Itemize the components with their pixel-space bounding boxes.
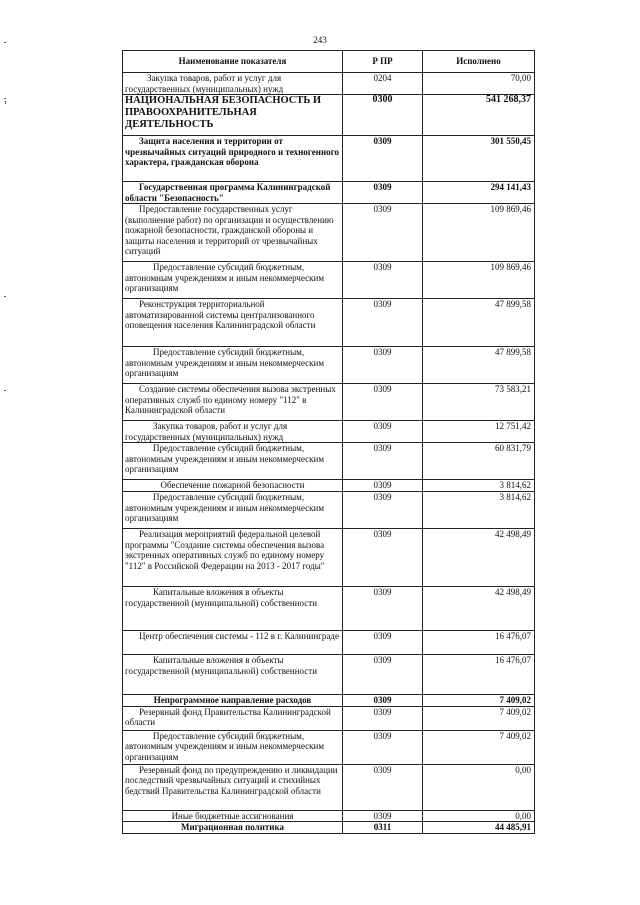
header-name: Наименование показателя	[123, 51, 343, 73]
row-code: 0300	[343, 95, 423, 136]
row-name: Центр обеспечения системы - 112 в г. Калининграде	[123, 631, 343, 655]
row-amount: 0,00	[423, 810, 535, 822]
page-number: 243	[313, 35, 327, 45]
table-row	[123, 655, 535, 695]
row-name: Закупка товаров, работ и услуг для государственных (муниципальных) нужд	[123, 421, 343, 443]
row-amount: 3 814,62	[423, 492, 535, 529]
table-row	[123, 73, 535, 95]
row-amount: 70,00	[423, 73, 535, 95]
table-row	[123, 204, 535, 262]
table-row	[123, 631, 535, 655]
row-name: Реализация мероприятий федеральной целевой программы "Создание системы обеспечения вызова экстренных оперативных служб по единому номеру "112" в Российской Федерации на 2013 - 2017 годы"	[123, 529, 343, 587]
row-code: 0309	[343, 136, 423, 182]
row-name: Предоставление субсидий бюджетным, автономным учреждениям и иным некоммерческим организациям	[123, 347, 343, 384]
row-code: 0309	[343, 347, 423, 384]
row-code: 0204	[343, 73, 423, 95]
row-code: 0309	[343, 764, 423, 810]
table-row	[123, 443, 535, 480]
table-row	[123, 136, 535, 182]
table-row	[123, 822, 535, 834]
row-code: 0309	[343, 384, 423, 421]
table-row	[123, 95, 535, 136]
row-amount: 7 409,02	[423, 730, 535, 764]
row-code: 0309	[343, 695, 423, 707]
table-row	[123, 587, 535, 631]
row-name: Предоставление субсидий бюджетным, автономным учреждениям и иным некоммерческим организациям	[123, 492, 343, 529]
row-name: Защита населения и территории от чрезвычайных ситуаций природного и техногенного характера, гражданская оборона	[123, 136, 343, 182]
scan-margin-mark	[4, 42, 6, 43]
row-name: Закупка товаров, работ и услуг для государственных (муниципальных) нужд	[123, 73, 343, 95]
table-row	[123, 480, 535, 492]
row-name: Резервный фонд Правительства Калининградской области	[123, 706, 343, 730]
table-row	[123, 529, 535, 587]
table-row	[123, 695, 535, 707]
row-code: 0309	[343, 529, 423, 587]
row-code: 0309	[343, 655, 423, 695]
row-code: 0309	[343, 706, 423, 730]
row-amount: 109 869,46	[423, 262, 535, 299]
row-code: 0309	[343, 262, 423, 299]
row-code: 0309	[343, 631, 423, 655]
row-amount: 109 869,46	[423, 204, 535, 262]
row-amount: 7 409,02	[423, 695, 535, 707]
row-amount: 42 498,49	[423, 587, 535, 631]
row-code: 0309	[343, 587, 423, 631]
table-row	[123, 764, 535, 810]
row-code: 0309	[343, 204, 423, 262]
row-code: 0309	[343, 182, 423, 204]
row-code: 0309	[343, 299, 423, 347]
row-amount: 7 409,02	[423, 706, 535, 730]
row-name: Обеспечение пожарной безопасности	[123, 480, 343, 492]
row-code: 0309	[343, 810, 423, 822]
table-row	[123, 706, 535, 730]
row-name: Непрограммное направление расходов	[123, 695, 343, 707]
row-name: Капитальные вложения в объекты государственной (муниципальной) собственности	[123, 587, 343, 631]
row-name: Государственная программа Калининградской области "Безопасность"	[123, 182, 343, 204]
row-name: НАЦИОНАЛЬНАЯ БЕЗОПАСНОСТЬ И ПРАВООХРАНИТЕЛЬНАЯ ДЕЯТЕЛЬНОСТЬ	[123, 95, 343, 136]
table-row	[123, 262, 535, 299]
header-amount: Исполнено	[423, 51, 535, 73]
table-row	[123, 299, 535, 347]
row-code: 0309	[343, 443, 423, 480]
row-amount: 16 476,07	[423, 655, 535, 695]
row-name: Предоставление субсидий бюджетным, автономным учреждениям и иным некоммерческим организациям	[123, 262, 343, 299]
row-amount: 0,00	[423, 764, 535, 810]
row-name: Иные бюджетные ассигнования	[123, 810, 343, 822]
row-amount: 60 831,79	[423, 443, 535, 480]
table-row	[123, 730, 535, 764]
table-row	[123, 810, 535, 822]
row-code: 0309	[343, 421, 423, 443]
row-name: Создание системы обеспечения вызова экстренных оперативных служб по единому номеру "112" в Калининградской области	[123, 384, 343, 421]
row-name: Капитальные вложения в объекты государственной (муниципальной) собственности	[123, 655, 343, 695]
table-row	[123, 182, 535, 204]
row-amount: 44 485,91	[423, 822, 535, 834]
row-amount: 301 550,45	[423, 136, 535, 182]
row-name: Предоставление субсидий бюджетным, автономным учреждениям и иным некоммерческим организациям	[123, 730, 343, 764]
table-row	[123, 421, 535, 443]
row-amount: 541 268,37	[423, 95, 535, 136]
row-name: Реконструкция территориальной автоматизированной системы централизованного оповещения населения Калининградской области	[123, 299, 343, 347]
row-code: 0309	[343, 480, 423, 492]
budget-execution-table	[122, 50, 535, 834]
row-amount: 47 899,58	[423, 299, 535, 347]
scan-margin-mark	[4, 98, 6, 99]
row-code: 0309	[343, 492, 423, 529]
row-amount: 47 899,58	[423, 347, 535, 384]
scan-margin-mark	[5, 101, 6, 104]
row-name: Резервный фонд по предупреждению и ликвидации последствий чрезвычайных ситуаций и стихийных бедствий Правительства Калининградской области	[123, 764, 343, 810]
header-code: Р ПР	[343, 51, 423, 73]
table-row	[123, 347, 535, 384]
row-name: Миграционная политика	[123, 822, 343, 834]
row-code: 0311	[343, 822, 423, 834]
row-amount: 73 583,21	[423, 384, 535, 421]
table-row	[123, 384, 535, 421]
table-header-row	[123, 51, 535, 73]
row-name: Предоставление субсидий бюджетным, автономным учреждениям и иным некоммерческим организациям	[123, 443, 343, 480]
table-row	[123, 492, 535, 529]
row-code: 0309	[343, 730, 423, 764]
scan-margin-mark	[4, 296, 6, 297]
row-amount: 12 751,42	[423, 421, 535, 443]
table-body	[123, 73, 535, 834]
row-name: Предоставление государственных услуг (выполнение работ) по организации и осуществлению пожарной безопасности, гражданской обороны и защиты населения и территорий от чрезвычайных ситуаций	[123, 204, 343, 262]
row-amount: 294 141,43	[423, 182, 535, 204]
row-amount: 42 498,49	[423, 529, 535, 587]
scan-margin-mark	[4, 390, 6, 391]
row-amount: 3 814,62	[423, 480, 535, 492]
row-amount: 16 476,07	[423, 631, 535, 655]
